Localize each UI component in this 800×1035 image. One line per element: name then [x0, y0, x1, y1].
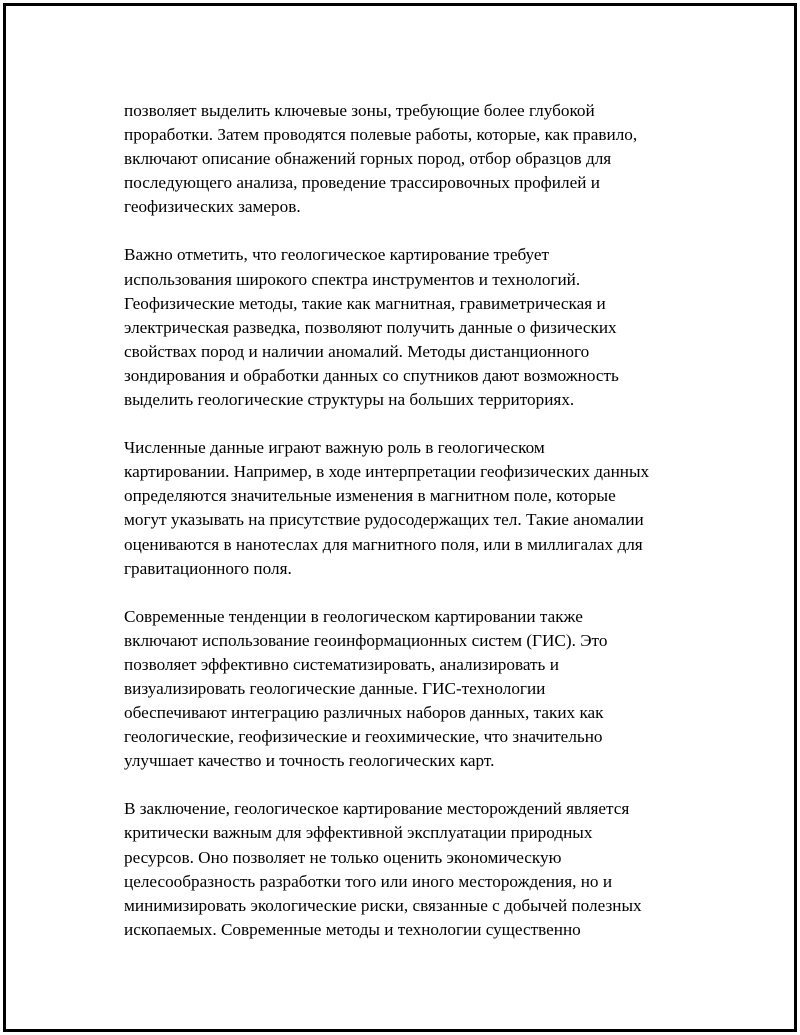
text-line: Важно отметить, что геологическое картирование требует — [124, 245, 550, 265]
text-line: гравитационного поля. — [124, 558, 292, 578]
paragraph-2 — [124, 243, 714, 412]
text-line: позволяет выделить ключевые зоны, требующие более глубокой — [124, 101, 595, 120]
text-line: выделить геологические структуры на больших территориях. — [124, 390, 575, 410]
text-line: геофизических замеров. — [124, 197, 301, 217]
text-line: Геофизические методы, такие как магнитная, гравиметрическая и — [124, 293, 606, 313]
text-line: включают описание обнажений горных пород, отбор образцов для — [124, 149, 612, 169]
text-line: последующего анализа, проведение трассировочных профилей и — [124, 173, 600, 193]
text-line: В заключение, геологическое картирование месторождений является — [124, 799, 630, 819]
text-line: ископаемых. Современные методы и технологии существенно — [124, 919, 581, 939]
paragraph-1 — [124, 99, 714, 219]
page-body — [124, 99, 714, 966]
text-line: минимизировать экологические риски, связанные с добычей полезных — [124, 895, 642, 915]
text-line: Численные данные играют важную роль в геологическом — [124, 438, 545, 458]
text-line: Современные тенденции в геологическом картировании также — [124, 606, 583, 626]
text-line: свойствах пород и наличии аномалий. Методы дистанционного — [124, 341, 590, 361]
text-line: могут указывать на присутствие рудосодержащих тел. Такие аномалии — [124, 510, 644, 530]
text-line: обеспечивают интеграцию различных наборов данных, таких как — [124, 703, 604, 723]
text-line: критически важным для эффективной эксплуатации природных — [124, 823, 593, 843]
text-line: ресурсов. Оно позволяет не только оценить экономическую — [124, 847, 562, 867]
paragraph-4 — [124, 605, 714, 774]
text-line: улучшает качество и точность геологических карт. — [124, 751, 495, 771]
text-line: зондирования и обработки данных со спутников дают возможность — [124, 365, 619, 385]
text-line: использования широкого спектра инструментов и технологий. — [124, 269, 581, 289]
text-line: геологические, геофизические и геохимические, что значительно — [124, 727, 603, 747]
text-line: определяются значительные изменения в магнитном поле, которые — [124, 486, 616, 506]
text-line: картировании. Например, в ходе интерпретации геофизических данных — [124, 462, 650, 482]
text-line: оцениваются в нанотеслах для магнитного поля, или в миллигалах для — [124, 534, 643, 554]
text-line: позволяет эффективно систематизировать, анализировать и — [124, 654, 559, 674]
paragraph-5 — [124, 797, 714, 942]
text-line: целесообразность разработки того или иного месторождения, но и — [124, 871, 613, 891]
text-line: включают использование геоинформационных систем (ГИС). Это — [124, 630, 608, 650]
paragraph-3 — [124, 436, 714, 581]
text-line: визуализировать геологические данные. ГИС-технологии — [124, 678, 546, 698]
text-line: электрическая разведка, позволяют получить данные о физических — [124, 317, 617, 337]
text-line: проработки. Затем проводятся полевые работы, которые, как правило, — [124, 125, 638, 145]
page-frame — [3, 3, 797, 1032]
